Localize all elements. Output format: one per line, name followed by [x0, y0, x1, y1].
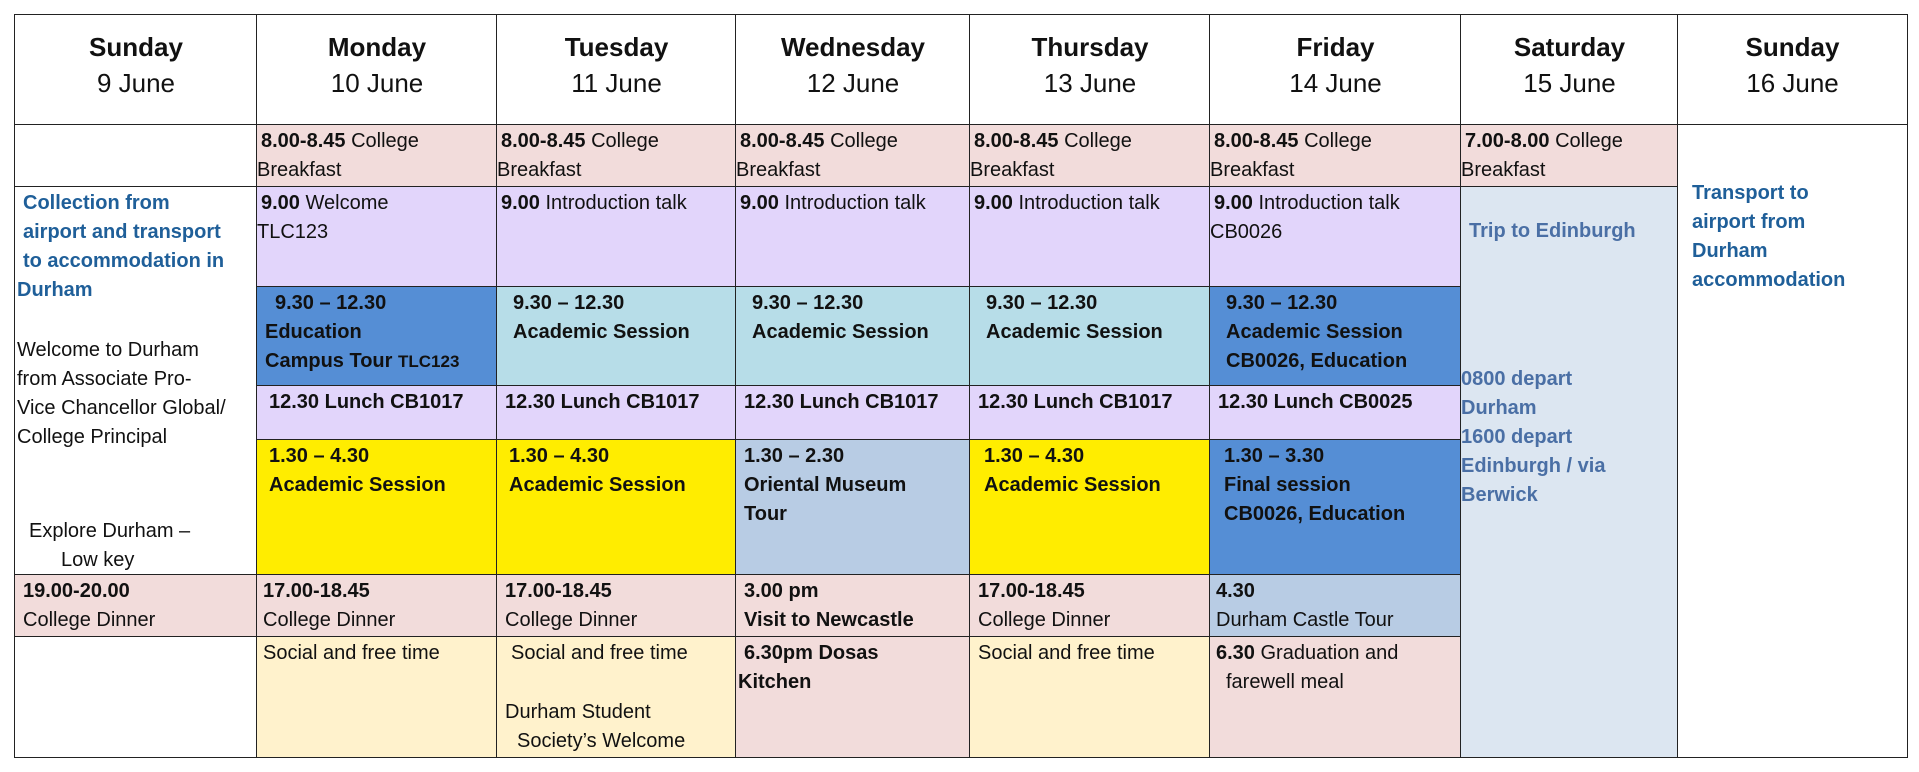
- breakfast-time: 8.00-8.45: [974, 130, 1059, 152]
- lunch-label: 12.30 Lunch CB0025: [1218, 391, 1413, 413]
- evening-time: 3.00 pm: [744, 580, 819, 602]
- talk-room: TLC123: [257, 221, 329, 243]
- afternoon-label: Academic Session: [269, 474, 446, 496]
- header-thu: [969, 14, 1211, 126]
- afternoon-thu: [969, 439, 1211, 576]
- sun9-empty-breakfast: [14, 124, 258, 188]
- trip-title: Trip to Edinburgh: [1469, 220, 1636, 242]
- talk-time: 9.00: [974, 192, 1013, 214]
- lunch-thu: [969, 385, 1211, 441]
- breakfast-label: College: [1304, 130, 1372, 152]
- afternoon-label: Oriental Museum: [744, 474, 907, 496]
- header-day: Thursday: [1031, 32, 1149, 62]
- afternoon-label: Academic Session: [509, 474, 686, 496]
- header-day: Tuesday: [564, 32, 669, 62]
- saturday-trip-block: [1460, 186, 1679, 758]
- morning-tue: [496, 286, 737, 387]
- header-sun9: [14, 14, 258, 126]
- transport-line: Transport to: [1692, 182, 1809, 204]
- breakfast-label: College: [1555, 130, 1623, 152]
- evening-time: 4.30: [1216, 580, 1255, 602]
- night-social: Social and free time: [978, 642, 1155, 664]
- morning-time: 9.30 – 12.30: [513, 292, 625, 314]
- tour-label: Campus Tour: [265, 350, 393, 372]
- talk-label: Introduction talk: [1258, 192, 1400, 214]
- header-sat: [1460, 14, 1679, 126]
- header-day: Wednesday: [780, 32, 925, 62]
- sun9-dinner: [14, 574, 258, 638]
- lunch-label: 12.30 Lunch CB1017: [978, 391, 1173, 413]
- trip-detail-line: 0800 depart: [1461, 368, 1573, 390]
- night-fri: [1209, 636, 1462, 758]
- talk-time: 9.00: [261, 192, 300, 214]
- header-date: 15 June: [1523, 68, 1616, 98]
- breakfast-tue: [496, 124, 737, 188]
- breakfast-time: 8.00-8.45: [261, 130, 346, 152]
- header-day: Sunday: [1745, 32, 1840, 62]
- arrival-line: airport and transport: [23, 221, 221, 243]
- breakfast-fri: [1209, 124, 1462, 188]
- night-extra: Durham Student: [505, 701, 651, 723]
- lunch-label: 12.30 Lunch CB1017: [269, 391, 464, 413]
- talk-time: 9.00: [740, 192, 779, 214]
- arrival-line: to accommodation in: [23, 250, 225, 272]
- morning-time: 9.30 – 12.30: [986, 292, 1098, 314]
- afternoon-tue: [496, 439, 737, 576]
- header-date: 12 June: [806, 68, 900, 98]
- lunch-label: 12.30 Lunch CB1017: [505, 391, 700, 413]
- evening-label: College Dinner: [505, 609, 638, 631]
- header-day: Saturday: [1513, 32, 1626, 62]
- evening-fri: [1209, 574, 1462, 638]
- talk-tue: [496, 186, 737, 288]
- breakfast-time: 8.00-8.45: [1214, 130, 1299, 152]
- breakfast-time: 8.00-8.45: [740, 130, 825, 152]
- morning-fri: [1209, 286, 1462, 387]
- arrival-line: Durham: [17, 279, 93, 301]
- trip-detail-line: 1600 depart: [1461, 426, 1573, 448]
- afternoon-time: 1.30 – 4.30: [984, 445, 1085, 467]
- morning-thu: [969, 286, 1211, 387]
- talk-mon: [256, 186, 498, 288]
- tour-room: TLC123: [397, 352, 460, 371]
- lunch-fri: [1209, 385, 1462, 441]
- afternoon-time: 1.30 – 3.30: [1224, 445, 1325, 467]
- afternoon-label-2: Tour: [744, 503, 787, 525]
- header-tue: [496, 14, 737, 126]
- morning-wed: [735, 286, 971, 387]
- afternoon-fri: [1209, 439, 1462, 576]
- talk-label: Introduction talk: [545, 192, 687, 214]
- night-tue: [496, 636, 737, 758]
- welcome-line: from Associate Pro-: [17, 368, 192, 390]
- trip-detail-line: Durham: [1461, 397, 1537, 419]
- breakfast-sat: [1460, 124, 1679, 188]
- lunch-wed: [735, 385, 971, 441]
- talk-time: 9.00: [501, 192, 540, 214]
- talk-label: Introduction talk: [784, 192, 926, 214]
- morning-label: Academic Session: [752, 321, 929, 343]
- lunch-mon: [256, 385, 498, 441]
- header-fri: [1209, 14, 1462, 126]
- evening-time: 17.00-18.45: [978, 580, 1085, 602]
- night-event: 6.30pm Dosas: [744, 642, 879, 664]
- evening-tue: [496, 574, 737, 638]
- afternoon-mon: [256, 439, 498, 576]
- talk-label: Welcome: [305, 192, 389, 214]
- night-time: 6.30: [1216, 642, 1255, 664]
- evening-label: Visit to Newcastle: [744, 609, 914, 631]
- breakfast-label-2: Breakfast: [497, 159, 582, 181]
- transport-line: accommodation: [1692, 269, 1846, 291]
- breakfast-mon: [256, 124, 498, 188]
- header-sun16: [1677, 14, 1908, 126]
- morning-time: 9.30 – 12.30: [1226, 292, 1338, 314]
- sunday16-transport-block: [1677, 124, 1908, 758]
- dinner-label: College Dinner: [23, 609, 156, 631]
- breakfast-label-2: Breakfast: [1210, 159, 1295, 181]
- afternoon-label: Final session: [1224, 474, 1351, 496]
- lunch-label: 12.30 Lunch CB1017: [744, 391, 939, 413]
- night-wed: [735, 636, 971, 758]
- night-event-2: Kitchen: [738, 671, 812, 693]
- header-day: Monday: [327, 32, 427, 62]
- night-thu: [969, 636, 1211, 758]
- trip-detail-line: Berwick: [1461, 484, 1538, 506]
- sun9-arrival-block: [14, 186, 258, 576]
- header-day: Friday: [1296, 32, 1375, 62]
- breakfast-wed: [735, 124, 971, 188]
- header-date: 10 June: [330, 68, 424, 98]
- breakfast-time: 7.00-8.00: [1465, 130, 1550, 152]
- header-date: 16 June: [1746, 68, 1839, 98]
- sun9-empty-night: [14, 636, 258, 758]
- morning-time: 9.30 – 12.30: [275, 292, 387, 314]
- breakfast-thu: [969, 124, 1211, 188]
- morning-label: Academic Session: [986, 321, 1163, 343]
- dinner-time: 19.00-20.00: [23, 580, 130, 602]
- afternoon-label: Academic Session: [984, 474, 1161, 496]
- night-social: Social and free time: [511, 642, 688, 664]
- night-social: Social and free time: [263, 642, 440, 664]
- breakfast-label: College: [1064, 130, 1132, 152]
- transport-line: airport from: [1692, 211, 1806, 233]
- evening-time: 17.00-18.45: [505, 580, 612, 602]
- night-mon: [256, 636, 498, 758]
- talk-thu: [969, 186, 1211, 288]
- breakfast-label: College: [591, 130, 659, 152]
- breakfast-label: College: [351, 130, 419, 152]
- morning-time: 9.30 – 12.30: [752, 292, 864, 314]
- transport-line: Durham: [1692, 240, 1768, 262]
- night-extra-2: Society’s Welcome: [517, 730, 686, 752]
- morning-label: Academic Session: [1226, 321, 1403, 343]
- talk-label: Introduction talk: [1018, 192, 1160, 214]
- afternoon-label-2: CB0026, Education: [1224, 503, 1406, 525]
- evening-label: College Dinner: [978, 609, 1111, 631]
- trip-detail-line: Edinburgh / via: [1461, 455, 1606, 477]
- welcome-line: Vice Chancellor Global/: [17, 397, 226, 419]
- afternoon-time: 1.30 – 2.30: [744, 445, 845, 467]
- morning-detail: [265, 347, 497, 376]
- morning-detail: CB0026, Education: [1226, 350, 1408, 372]
- header-wed: [735, 14, 971, 126]
- explore-line: Low key: [61, 549, 135, 571]
- night-event-2: farewell meal: [1226, 671, 1344, 693]
- explore-line: Explore Durham –: [29, 520, 191, 542]
- afternoon-time: 1.30 – 4.30: [509, 445, 610, 467]
- header-date: 13 June: [1043, 68, 1137, 98]
- header-date: 9 June: [96, 68, 176, 98]
- talk-time: 9.00: [1214, 192, 1253, 214]
- evening-mon: [256, 574, 498, 638]
- header-date: 11 June: [571, 68, 662, 98]
- morning-mon: [256, 286, 498, 387]
- morning-label: Education: [265, 321, 362, 343]
- header-date: 14 June: [1289, 68, 1382, 98]
- afternoon-time: 1.30 – 4.30: [269, 445, 370, 467]
- talk-wed: [735, 186, 971, 288]
- breakfast-label-2: Breakfast: [1461, 159, 1546, 181]
- evening-label: College Dinner: [263, 609, 396, 631]
- evening-time: 17.00-18.45: [263, 580, 370, 602]
- breakfast-time: 8.00-8.45: [501, 130, 586, 152]
- arrival-line: Collection from: [23, 192, 170, 214]
- header-mon: [256, 14, 498, 126]
- evening-wed: [735, 574, 971, 638]
- night-event: [1216, 639, 1398, 668]
- lunch-tue: [496, 385, 737, 441]
- breakfast-label-2: Breakfast: [736, 159, 821, 181]
- breakfast-label-2: Breakfast: [970, 159, 1055, 181]
- breakfast-label: College: [830, 130, 898, 152]
- afternoon-wed: [735, 439, 971, 576]
- evening-label: Durham Castle Tour: [1216, 609, 1394, 631]
- breakfast-label-2: Breakfast: [257, 159, 342, 181]
- talk-fri: [1209, 186, 1462, 288]
- welcome-line: Welcome to Durham: [17, 339, 199, 361]
- morning-label: Academic Session: [513, 321, 690, 343]
- talk-room: CB0026: [1210, 221, 1283, 243]
- welcome-line: College Principal: [17, 426, 168, 448]
- evening-thu: [969, 574, 1211, 638]
- night-label: Graduation and: [1260, 642, 1399, 664]
- header-day: Sunday: [89, 32, 183, 62]
